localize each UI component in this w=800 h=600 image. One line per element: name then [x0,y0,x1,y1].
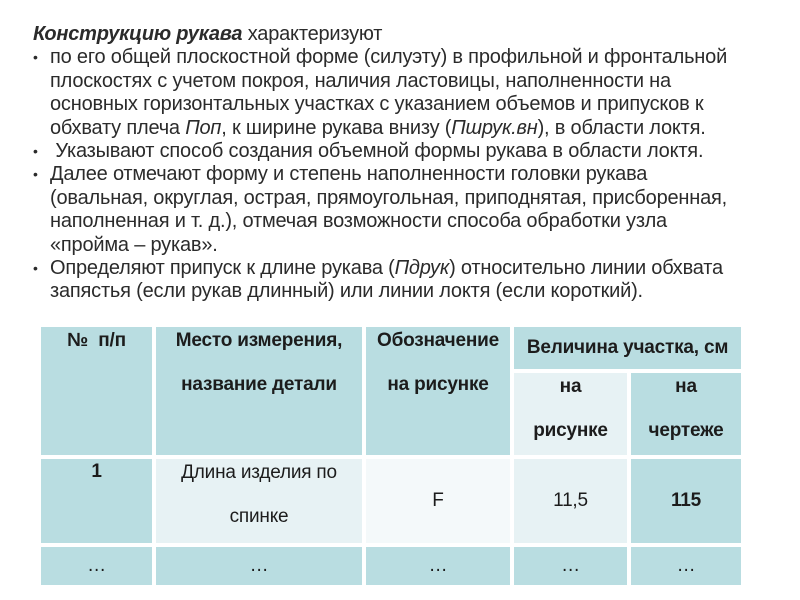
bullet-item [33,163,772,257]
bullet-text [50,163,772,257]
table-row [41,547,741,585]
cell-on-picture: 11,5 [514,459,627,543]
subheader-on-picture [514,373,627,455]
bullet-item [33,257,772,304]
text-run: , к ширине рукава внизу ( [221,116,452,139]
cell-on-drawing: 115 [631,459,741,543]
header-line: чертеже [648,419,724,441]
cell-symbol: … [366,547,510,585]
text-run: Указывают способ создания объемной формы рукава в области локтя. [50,140,704,163]
header-line: Место измерения, [175,329,343,351]
title-emphasis-run: Конструкцию рукава [33,23,243,45]
slide-title [33,23,772,46]
header-line: № п/п [67,329,126,351]
text-line [50,93,772,116]
cell-on-drawing: … [631,547,741,585]
text-run: наполненная и т. д.), отмечая возможности способа обработки узла [50,210,667,233]
header-line: Обозначение [376,329,499,351]
text-run: по его общей плоскостной форме (силуэту) в профильной и фронтальной [50,46,728,69]
header-cell-value: Величина участка, см [514,327,741,369]
bullet-text [50,257,772,304]
header-line: рисунке [533,419,608,441]
term-italic-run: Пшрук.вн [451,116,538,139]
cell-place [156,459,362,543]
text-line [50,234,772,257]
text-line [50,163,772,186]
bullet-item [33,46,772,140]
header-cell-symbol [366,327,510,455]
cell-num: … [41,547,152,585]
bullet-item [33,140,772,163]
text-run: «пройма – рукав». [50,233,218,256]
header-line: название детали [181,373,337,395]
bullet-text [50,46,772,140]
text-run: Определяют припуск к длине рукава ( [50,257,395,280]
text-run: плоскостях с учетом покроя, наличия ластовицы, наполненности на [50,69,671,92]
header-cell-place [156,327,362,455]
text-line [50,280,772,303]
text-line [50,257,772,280]
header-cell-num [41,327,152,455]
cell-line: Длина изделия по [181,461,337,483]
term-italic-run: Поп [185,116,222,139]
header-line: на [559,375,582,397]
cell-line: спинке [229,505,289,527]
bullet-icon: • [33,49,38,66]
cell-on-picture: … [514,547,627,585]
table-header-row-top [41,327,741,369]
text-run: (овальная, округлая, острая, прямоугольная, приподнятая, присборенная, [50,186,728,209]
text-run: запястья (если рукав длинный) или линии локтя (если короткий). [50,280,643,303]
bullet-icon: • [33,260,38,277]
text-run: Далее отмечают форму и степень наполненности головки рукава [50,163,648,186]
title-run: характеризуют [242,23,383,45]
bullet-list [33,46,772,303]
bullet-icon: • [33,166,38,183]
subheader-on-drawing [631,373,741,455]
text-line [50,187,772,210]
text-line [50,46,772,69]
text-run: ), в области локтя. [537,116,706,139]
cell-symbol: F [366,459,510,543]
text-line [50,70,772,93]
bullet-text [50,140,772,163]
measurements-table [37,323,745,589]
table-row [41,459,741,543]
cell-num: 1 [41,459,152,543]
bullet-icon: • [33,143,38,160]
header-line: на [675,375,697,397]
text-run: обхвату плеча [50,116,186,139]
term-italic-run: Пдрук [394,257,450,280]
text-line [50,210,772,233]
text-line [50,117,772,140]
text-run: основных горизонтальных участках с указанием объемов и припусков к [50,93,704,116]
header-line: на рисунке [387,373,489,395]
text-line [50,140,772,163]
text-run: ) относительно линии обхвата [449,257,723,280]
cell-place: … [156,547,362,585]
